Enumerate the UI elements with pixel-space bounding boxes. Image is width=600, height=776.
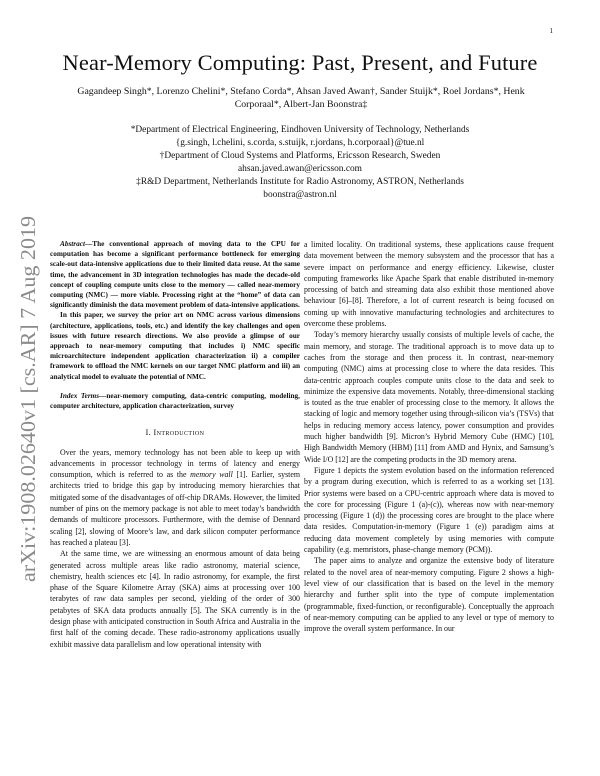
arxiv-stamp <box>10 210 44 585</box>
author-line: Corporaal*, Albert-Jan Boonstra‡ <box>234 99 368 110</box>
body-paragraph: Over the years, memory technology has not been able to keep up with advancements in processor technology in terms of latency and energy consumption, which is referred to as the memory wall [1]. Earlier, system architects tried to bridge this gap by introducing memory hierarchies that mitigated some of the disadvantages of off-chip DRAMs. However, the limited number of pins on the memory package is not able to meet today’s bandwidth demands of multicore processors. Furthermore, with the demise of Dennard scaling [2], slowing of Moore’s law, and dark silicon computer performance has reached a plateau [3]. <box>50 447 300 547</box>
body-paragraph: The paper aims to analyze and organize the extensive body of literature related to the novel area of near-memory computing. Figure 2 shows a high-level view of our classification that is based on the level in the memory hierarchy and further split into the type of compute implementation (programmable, fixed-function, or reconfigurable). Conceptually the approach of near-memory computing can be applied to any level or type of memory to improve the overall system performance. In our <box>304 556 554 634</box>
body-paragraph: At the same time, we are witnessing an enormous amount of data being generated across multiple areas like radio astronomy, material science, chemistry, health sciences etc [4]. In radio astronomy, for example, the first phase of the Square Kilometre Array (SKA) aims at processing over 100 terabytes of raw data samples per second, yielding of the order of 300 petabytes of SKA data products annually [5]. The SKA currently is in the design phase with anticipated construction in South Africa and Australia in the first half of the coming decade. These radio-astronomy applications usually exhibit massive data parallelism and low operational intensity with <box>50 549 300 649</box>
section-heading: I. Introduction <box>145 428 205 438</box>
index-terms-label: Index Terms <box>60 391 100 400</box>
affiliation-email: ahsan.javed.awan@ericsson.com <box>238 164 362 174</box>
author-list <box>70 85 532 111</box>
body-paragraph: Today’s memory hierarchy usually consists of multiple levels of cache, the main memory, and storage. The traditional approach is to move data up to caches from the storage and then process it. In contrast, near-memory computing (NMC) aims at processing close to where the data resides. This data-centric approach couples compute units close to the data and seek to minimize the expensive data movements. Notably, three-dimensional stacking is touted as the true enabler of processing close to the memory. It allows the stacking of logic and memory together using through-silicon via’s (TSVs) that helps in reducing memory access latency, power consumption and provides much higher bandwidth [9]. Micron’s Hybrid Memory Cube (HMC) [10], High Bandwidth Memory (HBM) [11] from AMD and Hynix, and Samsung’s Wide I/O [12] are the competing products in the 3D memory arena. <box>304 330 554 464</box>
affiliation-line: ‡R&D Department, Netherlands Institute for Radio Astronomy, ASTRON, Netherlands <box>136 177 464 187</box>
affiliation-email: {g.singh, l.chelini, s.corda, s.stuijk, r.jordans, h.corporaal}@tue.nl <box>175 138 425 148</box>
affiliations <box>100 124 500 202</box>
body-paragraph: Figure 1 depicts the system evolution based on the information referenced by a program during execution, which is referred to as a working set [13]. Prior systems were based on a CPU-centric approach where data is moved to the core for processing (Figure 1 (a)-(c)), whereas now with near-memory processing (Figure 1 (d)) the processing cores are brought to the place where data resides. Computation-in-memory (Figure 1 (e)) paradigm aims at reducing data movement completely by using memories with compute capability (e.g. memristors, phase-change memory (PCM)). <box>304 465 554 555</box>
arxiv-stamp-text: arXiv:1908.02640v1 [cs.AR] 7 Aug 2019 <box>16 233 40 582</box>
abstract-paragraph: Abstract—The conventional approach of moving data to the CPU for computation has become a significant performance bottleneck for emerging scale-out data-intensive applications due to their limited data reuse. At the same time, the advancement in 3D integration technologies has made the decade-old concept of coupling compute units close to the memory — called near-memory computing (NMC) — more viable. Processing right at the “home” of data can significantly diminish the data movement problem of data-intensive applications. <box>50 240 300 310</box>
paper-title: Near-Memory Computing: Past, Present, and Future <box>62 50 538 75</box>
abstract-paragraph: In this paper, we survey the prior art on NMC across various dimensions (architecture, applications, tools, etc.) and identify the key challenges and open issues with future research directions. We also provide a glimpse of our approach to near-memory computing that includes i) NMC specific microarchitecture independent application characterization ii) a compiler framework to offload the NMC kernels on our target NMC platform and iii) an analytical model to evaluate the potential of NMC. <box>50 311 300 381</box>
index-terms: Index Terms—near-memory computing, data-centric computing, modeling, computer architecture, application characterization, survey <box>50 391 300 411</box>
left-column <box>50 239 300 650</box>
body-paragraph: a limited locality. On traditional systems, these applications cause frequent data movement between the memory subsystem and the processor that has a severe impact on performance and energy efficiency. Likewise, cluster computing frameworks like Apache Spark that enable distributed in-memory processing of batch and streaming data also exhibit those mentioned above behaviour [6]–[8]. Therefore, a lot of current research is being focused on coming up with innovative manufacturing technologies and architectures to overcome these problems. <box>304 240 554 329</box>
page-number: 1 <box>549 27 553 35</box>
affiliation-line: *Department of Electrical Engineering, Eindhoven University of Technology, Netherlands <box>130 125 470 135</box>
affiliation-email: boonstra@astron.nl <box>263 190 337 200</box>
author-line: Gagandeep Singh*, Lorenzo Chelini*, Stefano Corda*, Ahsan Javed Awan†, Sander Stuijk*, Roel Jordans*, Henk <box>77 86 525 97</box>
abstract-label: Abstract <box>60 240 85 248</box>
right-column <box>304 239 554 634</box>
affiliation-line: †Department of Cloud Systems and Platforms, Ericsson Research, Sweden <box>159 151 441 161</box>
